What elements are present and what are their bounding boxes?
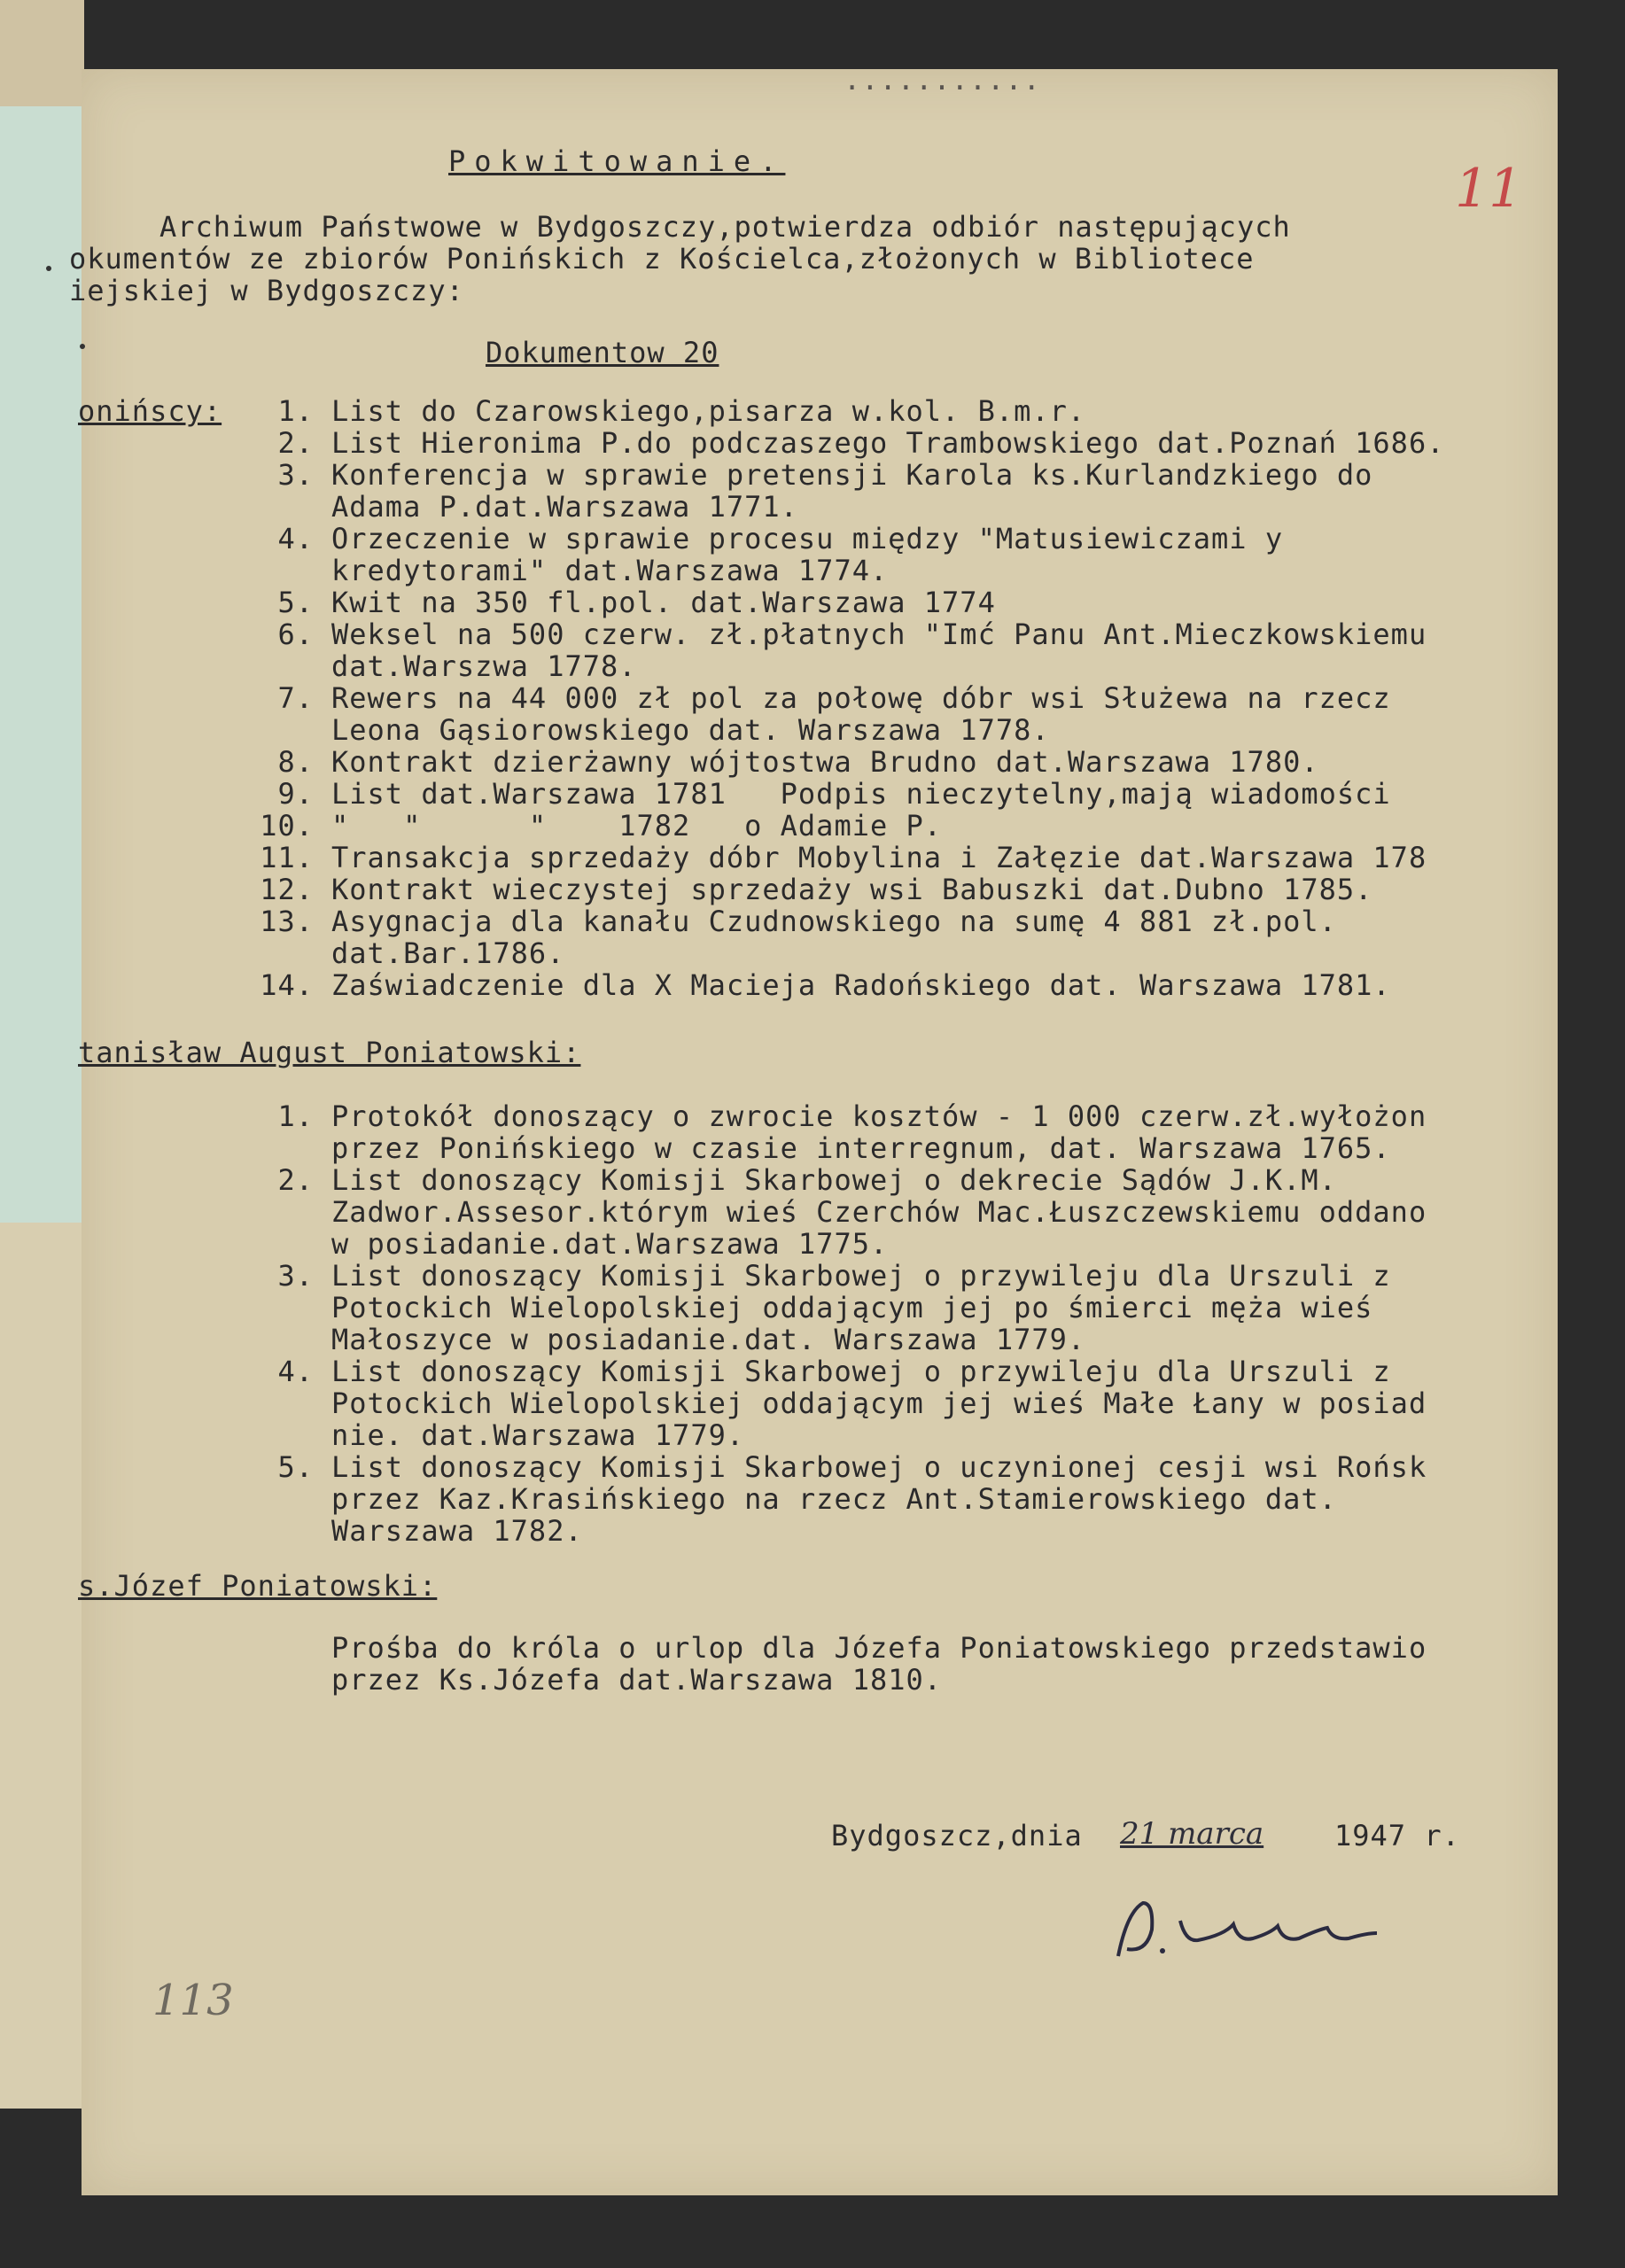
section-heading: onińscy: xyxy=(78,394,222,428)
item-text-line: List Hieronima P.do podczaszego Trambowskiego dat.Poznań 1686. xyxy=(331,426,1445,460)
item-text-line: Asygnacja dla kanału Czudnowskiego na sumę 4 881 zł.pol. xyxy=(331,905,1337,938)
item-text-line: przez Ponińskiego w czasie interregnum, dat. Warszawa 1765. xyxy=(331,1131,1391,1165)
year-suffix: 1947 r. xyxy=(1334,1819,1460,1852)
item-number: 1. xyxy=(277,394,314,428)
item-text-line: dat.Bar.1786. xyxy=(331,936,565,970)
item-text-line: Leona Gąsiorowskiego dat. Warszawa 1778. xyxy=(331,713,1050,747)
intro-line-2: okumentów ze zbiorów Ponińskich z Kościelca,złożonych w Bibliotece xyxy=(69,242,1255,276)
item-number: 11. xyxy=(260,841,314,874)
item-text-line: Potockich Wielopolskiej oddającym jej po śmierci męża wieś xyxy=(331,1291,1373,1324)
item-number: 3. xyxy=(277,458,314,492)
item-text-line: Transakcja sprzedaży dóbr Mobylina i Załęzie dat.Warszawa 178 xyxy=(331,841,1427,874)
item-text-line: Prośba do króla o urlop dla Józefa Poniatowskiego przedstawio xyxy=(331,1631,1427,1665)
item-text-line: Orzeczenie w sprawie procesu między "Matusiewiczami y xyxy=(331,522,1284,555)
item-text-line: List donoszący Komisji Skarbowej o dekrecie Sądów J.K.M. xyxy=(331,1163,1337,1197)
handwritten-date: 21 marca xyxy=(1120,1816,1264,1852)
underlying-sheet-top xyxy=(0,0,84,106)
item-text-line: dat.Warszwa 1778. xyxy=(331,649,637,683)
item-number: 4. xyxy=(277,522,314,555)
top-fragment: ........... xyxy=(844,63,1041,97)
document-title: Pokwitowanie. xyxy=(448,144,786,178)
item-text-line: nie. dat.Warszawa 1779. xyxy=(331,1418,745,1452)
item-text-line: Protokół donoszący o zwrocie kosztów - 1 000 czerw.zł.wyłożon xyxy=(331,1099,1427,1133)
intro-line-1: Archiwum Państwowe w Bydgoszczy,potwierdza odbiór następujących xyxy=(159,210,1291,244)
intro-line-3: iejskiej w Bydgoszczy: xyxy=(69,274,464,307)
item-number: 10. xyxy=(260,809,314,843)
item-text-line: Kwit na 350 fl.pol. dat.Warszawa 1774 xyxy=(331,586,996,619)
item-number: 3. xyxy=(277,1259,314,1293)
item-text-line: Weksel na 500 czerw. zł.płatnych "Imć Panu Ant.Mieczkowskiemu xyxy=(331,617,1427,651)
item-text-line: List donoszący Komisji Skarbowej o uczynionej cesji wsi Rońsk xyxy=(331,1450,1427,1484)
item-number: 7. xyxy=(277,681,314,715)
documents-count-heading: Dokumentow 20 xyxy=(486,336,719,369)
item-number: 5. xyxy=(277,586,314,619)
item-text-line: List donoszący Komisji Skarbowej o przywileju dla Urszuli z xyxy=(331,1355,1391,1388)
section-heading: tanisław August Poniatowski: xyxy=(78,1036,581,1069)
item-text-line: Konferencja w sprawie pretensji Karola ks.Kurlandzkiego do xyxy=(331,458,1373,492)
item-text-line: Warszawa 1782. xyxy=(331,1514,583,1548)
item-text-line: Kontrakt dzierżawny wójtostwa Brudno dat.Warszawa 1780. xyxy=(331,745,1319,779)
item-text-line: List dat.Warszawa 1781 Podpis nieczytelny,mają wiadomości xyxy=(331,777,1391,811)
item-number: 2. xyxy=(277,1163,314,1197)
underlying-sheet-beige xyxy=(0,1223,84,2109)
item-number: 9. xyxy=(277,777,314,811)
item-number: 8. xyxy=(277,745,314,779)
item-text-line: przez Ks.Józefa dat.Warszawa 1810. xyxy=(331,1663,943,1697)
item-number: 13. xyxy=(260,905,314,938)
item-number: 2. xyxy=(277,426,314,460)
item-text-line: Rewers na 44 000 zł pol za połowę dóbr wsi Służewa na rzecz xyxy=(331,681,1391,715)
item-number: 4. xyxy=(277,1355,314,1388)
punch-mark xyxy=(80,344,85,349)
item-number: 5. xyxy=(277,1450,314,1484)
item-number: 12. xyxy=(260,873,314,906)
item-number: 6. xyxy=(277,617,314,651)
signature xyxy=(1100,1876,1508,1983)
item-text-line: List do Czarowskiego,pisarza w.kol. B.m.r. xyxy=(331,394,1086,428)
grey-pencil-number: 113 xyxy=(152,1976,234,2025)
item-text-line: Małoszyce w posiadanie.dat. Warszawa 1779. xyxy=(331,1323,1086,1356)
item-number: 14. xyxy=(260,968,314,1002)
red-pencil-number: 11 xyxy=(1455,158,1523,220)
section-heading: s.Józef Poniatowski: xyxy=(78,1569,438,1603)
item-number: 1. xyxy=(277,1099,314,1133)
item-text-line: w posiadanie.dat.Warszawa 1775. xyxy=(331,1227,889,1261)
document-page xyxy=(69,63,1558,2195)
punch-mark xyxy=(46,266,51,271)
item-text-line: Zaświadczenie dla X Macieja Radońskiego dat. Warszawa 1781. xyxy=(331,968,1391,1002)
item-text-line: Potockich Wielopolskiej oddającym jej wieś Małe Łany w posiad xyxy=(331,1386,1427,1420)
item-text-line: Zadwor.Assesor.którym wieś Czerchów Mac.Łuszczewskiemu oddano xyxy=(331,1195,1427,1229)
place-date-prefix: Bydgoszcz,dnia xyxy=(831,1819,1083,1852)
item-text-line: Adama P.dat.Warszawa 1771. xyxy=(331,490,798,524)
item-text-line: Kontrakt wieczystej sprzedaży wsi Babuszki dat.Dubno 1785. xyxy=(331,873,1373,906)
item-text-line: List donoszący Komisji Skarbowej o przywileju dla Urszuli z xyxy=(331,1259,1391,1293)
item-text-line: przez Kaz.Krasińskiego na rzecz Ant.Stamierowskiego dat. xyxy=(331,1482,1337,1516)
item-text-line: kredytorami" dat.Warszawa 1774. xyxy=(331,554,889,587)
item-text-line: " " " 1782 o Adamie P. xyxy=(331,809,943,843)
